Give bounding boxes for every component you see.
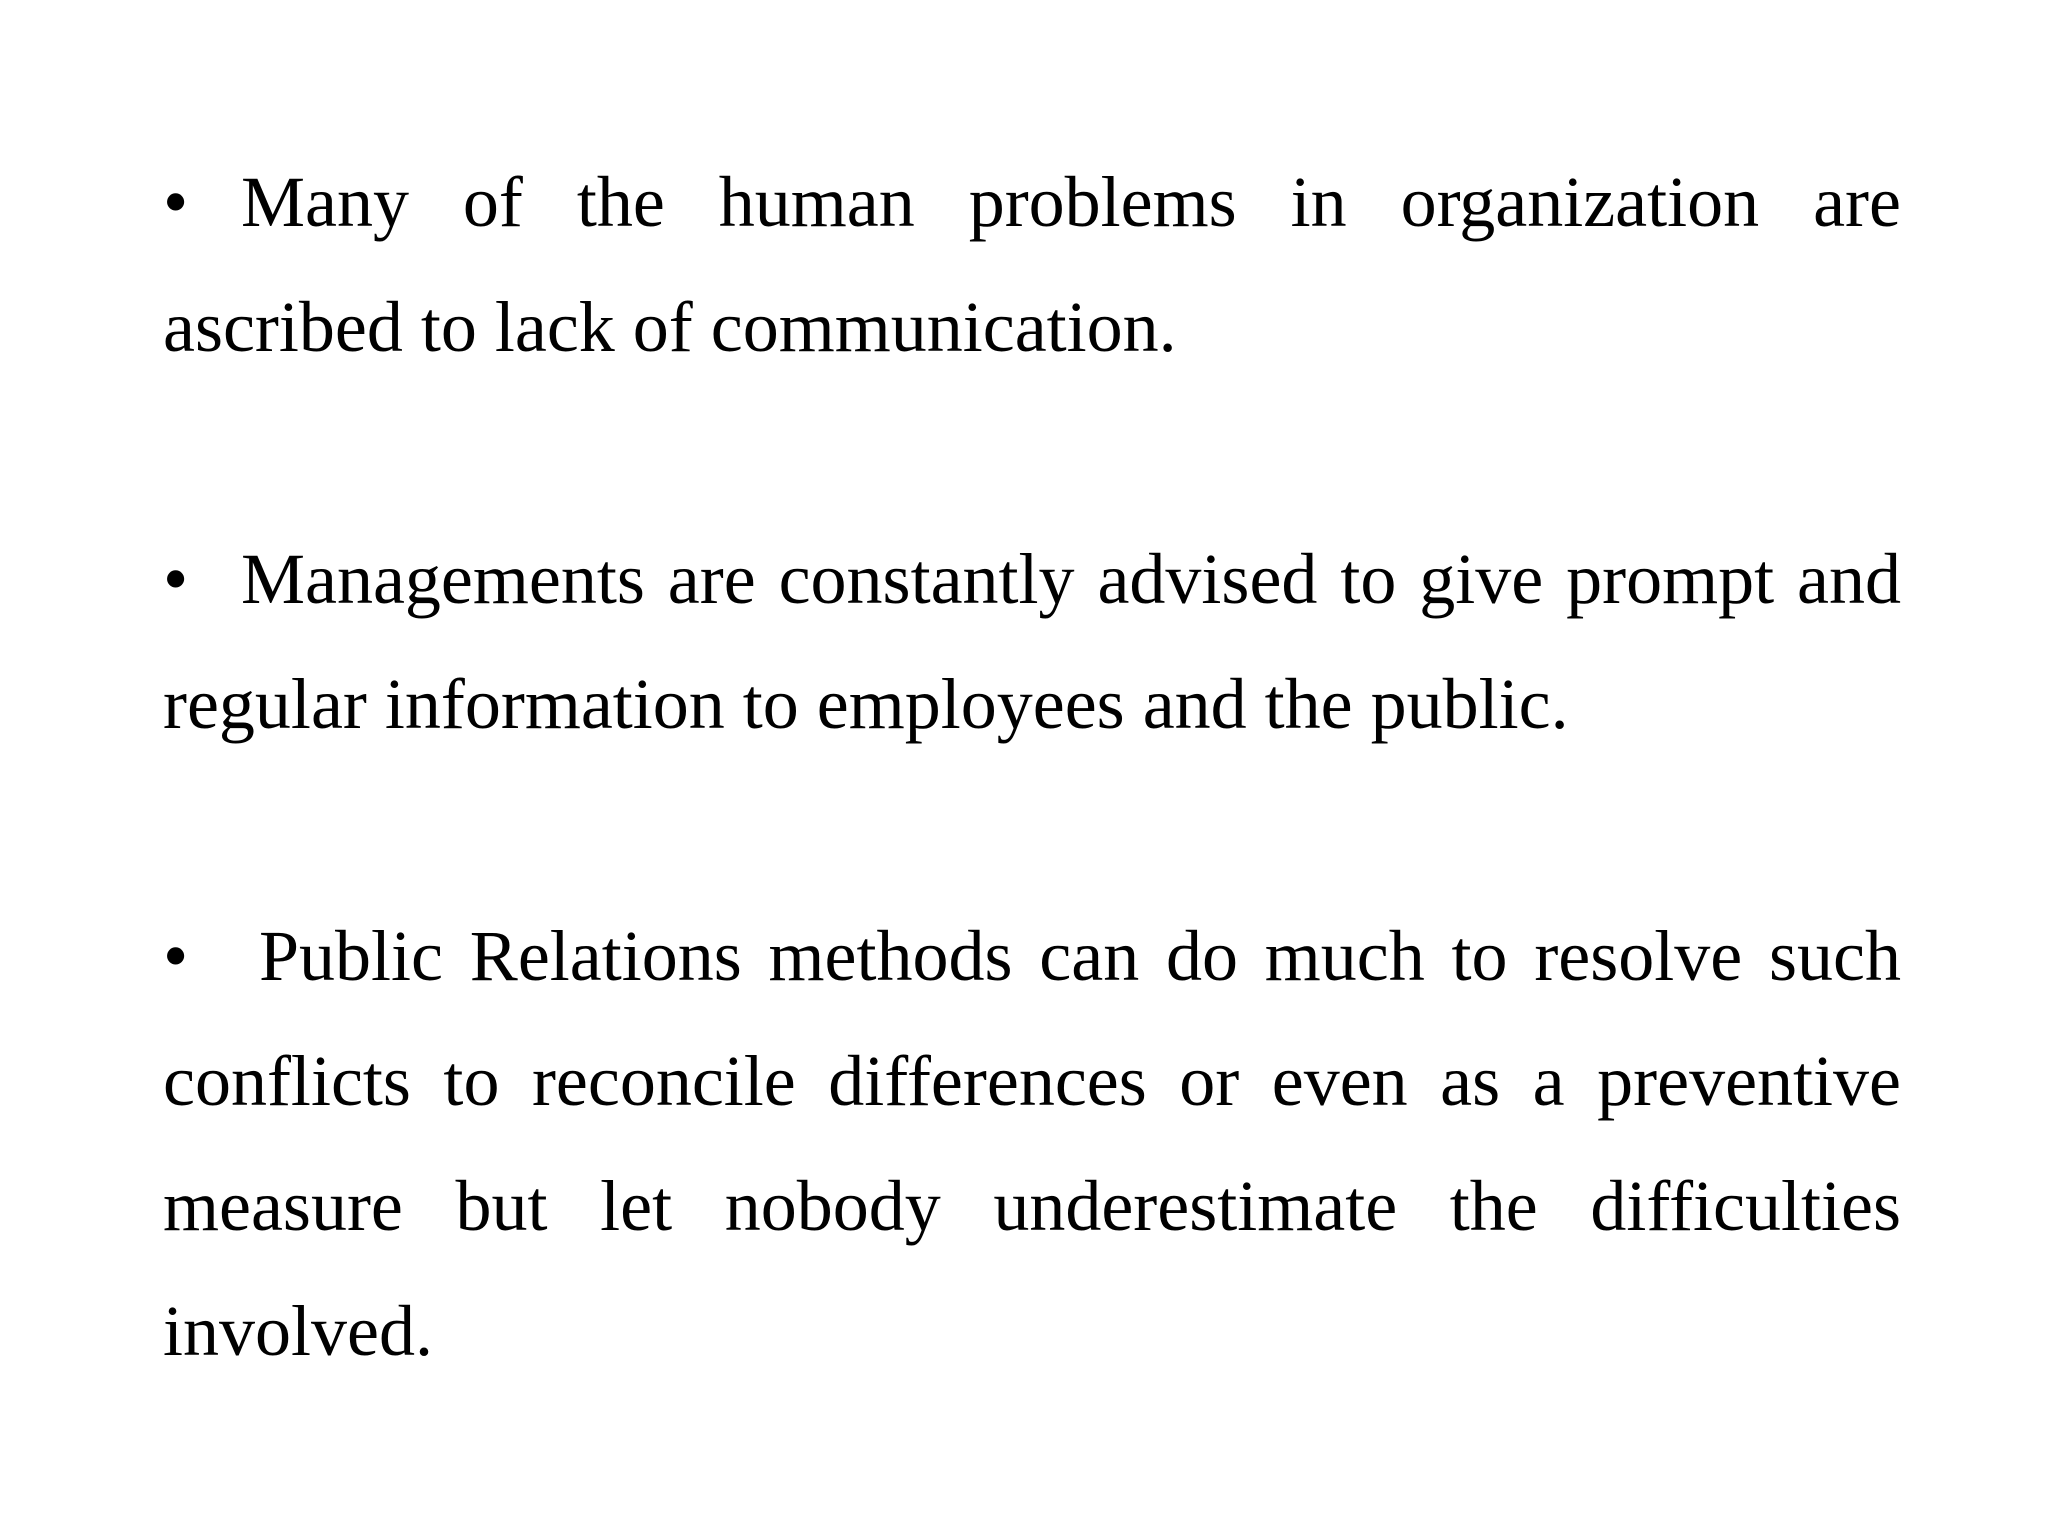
- bullet-item-public-relations: [163, 894, 1901, 1394]
- bullet-icon: •: [163, 162, 189, 242]
- bullet-icon: •: [163, 539, 189, 619]
- bullet-list: [163, 140, 1901, 1394]
- bullet-text: Public Relations methods can do much to resolve such conflicts to reconcile differences or even as a preventive measure but let nobody underestimate the difficulties involved.: [163, 916, 1901, 1371]
- bullet-item-communication: [163, 140, 1901, 390]
- bullet-item-managements: [163, 517, 1901, 767]
- bullet-icon: •: [163, 916, 189, 996]
- bullet-text: Many of the human problems in organization are ascribed to lack of communication.: [163, 162, 1901, 367]
- bullet-text: Managements are constantly advised to give prompt and regular information to employees and the public.: [163, 539, 1901, 744]
